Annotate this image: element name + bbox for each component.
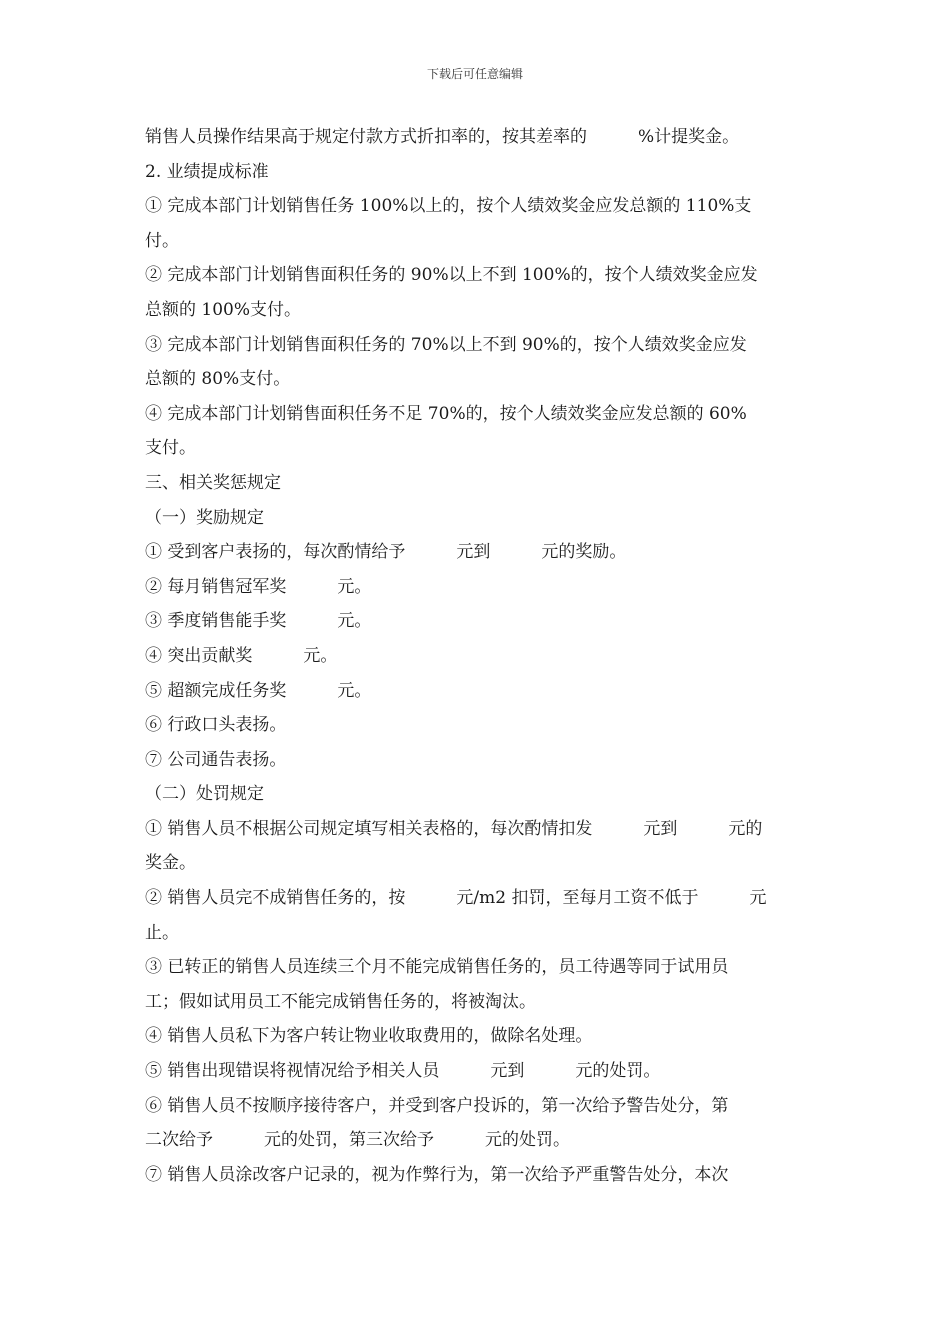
- list-item: ① 销售人员不根据公司规定填写相关表格的，每次酌情扣发 元到 元的: [145, 818, 763, 839]
- list-item: ① 完成本部门计划销售任务 100%以上的，按个人绩效奖金应发总额的 110%支: [145, 196, 752, 217]
- list-item: ② 完成本部门计划销售面积任务的 90%以上不到 100%的，按个人绩效奖金应发: [145, 265, 758, 286]
- list-item-continuation: 二次给予 元的处罚，第三次给予 元的处罚。: [145, 1130, 570, 1151]
- list-item: ③ 季度销售能手奖 元。: [145, 611, 372, 632]
- list-item-continuation: 付。: [145, 230, 179, 251]
- section-heading: 三、相关奖惩规定: [145, 472, 281, 493]
- list-item: ③ 已转正的销售人员连续三个月不能完成销售任务的，员工待遇等同于试用员: [145, 957, 729, 978]
- section-heading: 2. 业绩提成标准: [145, 161, 269, 182]
- document-body: [145, 120, 810, 1192]
- list-item-continuation: 总额的 100%支付。: [145, 299, 302, 320]
- subsection-heading: （一）奖励规定: [145, 507, 264, 528]
- list-item: ③ 完成本部门计划销售面积任务的 70%以上不到 90%的，按个人绩效奖金应发: [145, 334, 747, 355]
- list-item: ④ 突出贡献奖 元。: [145, 645, 338, 666]
- list-item: ⑤ 超额完成任务奖 元。: [145, 680, 372, 701]
- list-item-continuation: 奖金。: [145, 853, 196, 874]
- list-item: ② 销售人员完不成销售任务的，按 元/m2 扣罚，至每月工资不低于 元: [145, 888, 767, 909]
- list-item: ⑥ 销售人员不按顺序接待客户，并受到客户投诉的，第一次给予警告处分，第: [145, 1095, 729, 1116]
- list-item: ② 每月销售冠军奖 元。: [145, 576, 372, 597]
- list-item-continuation: 支付。: [145, 438, 196, 459]
- list-item: ⑤ 销售出现错误将视情况给予相关人员 元到 元的处罚。: [145, 1061, 661, 1082]
- subsection-heading: （二）处罚规定: [145, 784, 264, 805]
- list-item: ⑦ 公司通告表扬。: [145, 749, 287, 770]
- list-item: ⑥ 行政口头表扬。: [145, 715, 287, 736]
- paragraph-line: 销售人员操作结果高于规定付款方式折扣率的，按其差率的 %计提奖金。: [145, 127, 740, 147]
- list-item: ⑦ 销售人员涂改客户记录的，视为作弊行为，第一次给予严重警告处分，本次: [145, 1164, 729, 1185]
- page-header: 下载后可任意编辑: [426, 67, 523, 81]
- list-item-continuation: 工；假如试用员工不能完成销售任务的，将被淘汰。: [145, 991, 536, 1012]
- list-item-continuation: 总额的 80%支付。: [145, 369, 291, 390]
- list-item-continuation: 止。: [145, 922, 179, 943]
- list-item: ④ 销售人员私下为客户转让物业收取费用的，做除名处理。: [145, 1026, 593, 1047]
- list-item: ① 受到客户表扬的，每次酌情给予 元到 元的奖励。: [145, 542, 627, 563]
- list-item: ④ 完成本部门计划销售面积任务不足 70%的，按个人绩效奖金应发总额的 60%: [145, 403, 747, 424]
